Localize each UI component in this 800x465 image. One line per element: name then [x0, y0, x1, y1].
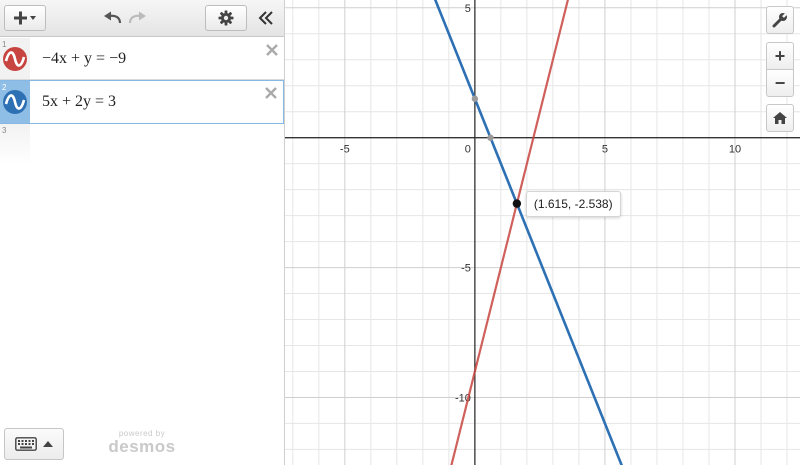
expression-gutter — [0, 124, 30, 164]
zoom-in-button[interactable] — [766, 42, 794, 70]
keyboard-icon — [15, 437, 37, 451]
blue-line-curve — [285, 0, 800, 465]
major-gridlines — [285, 0, 800, 465]
y-tick-label: -5 — [461, 262, 471, 275]
expression-toolbar — [0, 0, 284, 37]
expression-row-empty[interactable] — [0, 124, 284, 164]
expression-row-selected[interactable] — [0, 80, 284, 124]
x-tick-label: 10 — [728, 143, 742, 156]
origin-label: 0 — [464, 143, 471, 156]
graph-settings-button[interactable] — [766, 6, 794, 34]
delete-expression-icon[interactable] — [265, 43, 279, 57]
axes — [285, 0, 800, 465]
plus-icon — [12, 10, 38, 26]
expression-gutter — [0, 38, 30, 79]
home-view-button[interactable] — [766, 104, 794, 132]
home-icon — [772, 111, 788, 125]
desmos-logo-text: desmos — [108, 437, 176, 456]
redo-button[interactable] — [126, 8, 148, 28]
red-curve-icon[interactable] — [2, 46, 28, 72]
expression-row[interactable] — [0, 38, 284, 80]
gear-icon — [218, 10, 234, 26]
expression-gutter — [0, 81, 30, 123]
graph-svg[interactable] — [285, 0, 800, 465]
undo-icon — [103, 11, 123, 25]
redo-icon — [127, 11, 147, 25]
expression-index: 3 — [2, 126, 7, 135]
expression-math[interactable]: −4x + y = −9 — [42, 50, 127, 67]
zoom-out-button[interactable] — [766, 69, 794, 97]
red-line-curve — [285, 0, 800, 465]
double-chevron-left-icon — [258, 11, 274, 25]
minor-gridlines — [285, 0, 800, 465]
expression-index: 1 — [2, 40, 7, 49]
expression-index: 2 — [2, 83, 7, 92]
undo-button[interactable] — [102, 8, 124, 28]
add-item-button[interactable] — [4, 5, 46, 31]
keyboard-toggle-button[interactable] — [4, 428, 64, 460]
intersection-coordinate-label[interactable]: (1.615, -2.538) — [526, 191, 621, 217]
x-tick-label: 5 — [601, 143, 608, 156]
intercept-point — [472, 96, 478, 102]
graph-canvas[interactable] — [285, 0, 800, 465]
expression-panel — [0, 0, 285, 465]
caret-up-icon — [43, 441, 53, 447]
zoom-in-label: + — [774, 45, 786, 66]
x-tick-label: -5 — [339, 143, 350, 156]
y-tick-label: 5 — [464, 2, 471, 15]
collapse-panel-button[interactable] — [256, 8, 276, 28]
powered-by-text: powered by — [118, 429, 166, 438]
intercept-point — [487, 134, 493, 140]
expression-math[interactable]: 5x + 2y = 3 — [42, 93, 117, 110]
settings-button[interactable] — [205, 5, 247, 31]
zoom-out-label: − — [774, 72, 786, 93]
intersection-point — [513, 199, 521, 207]
delete-expression-icon[interactable] — [264, 86, 278, 100]
powered-by-desmos — [104, 430, 180, 455]
curves — [285, 0, 800, 465]
blue-curve-icon[interactable] — [2, 89, 28, 115]
y-tick-label: -10 — [454, 392, 471, 405]
wrench-icon — [772, 12, 788, 28]
